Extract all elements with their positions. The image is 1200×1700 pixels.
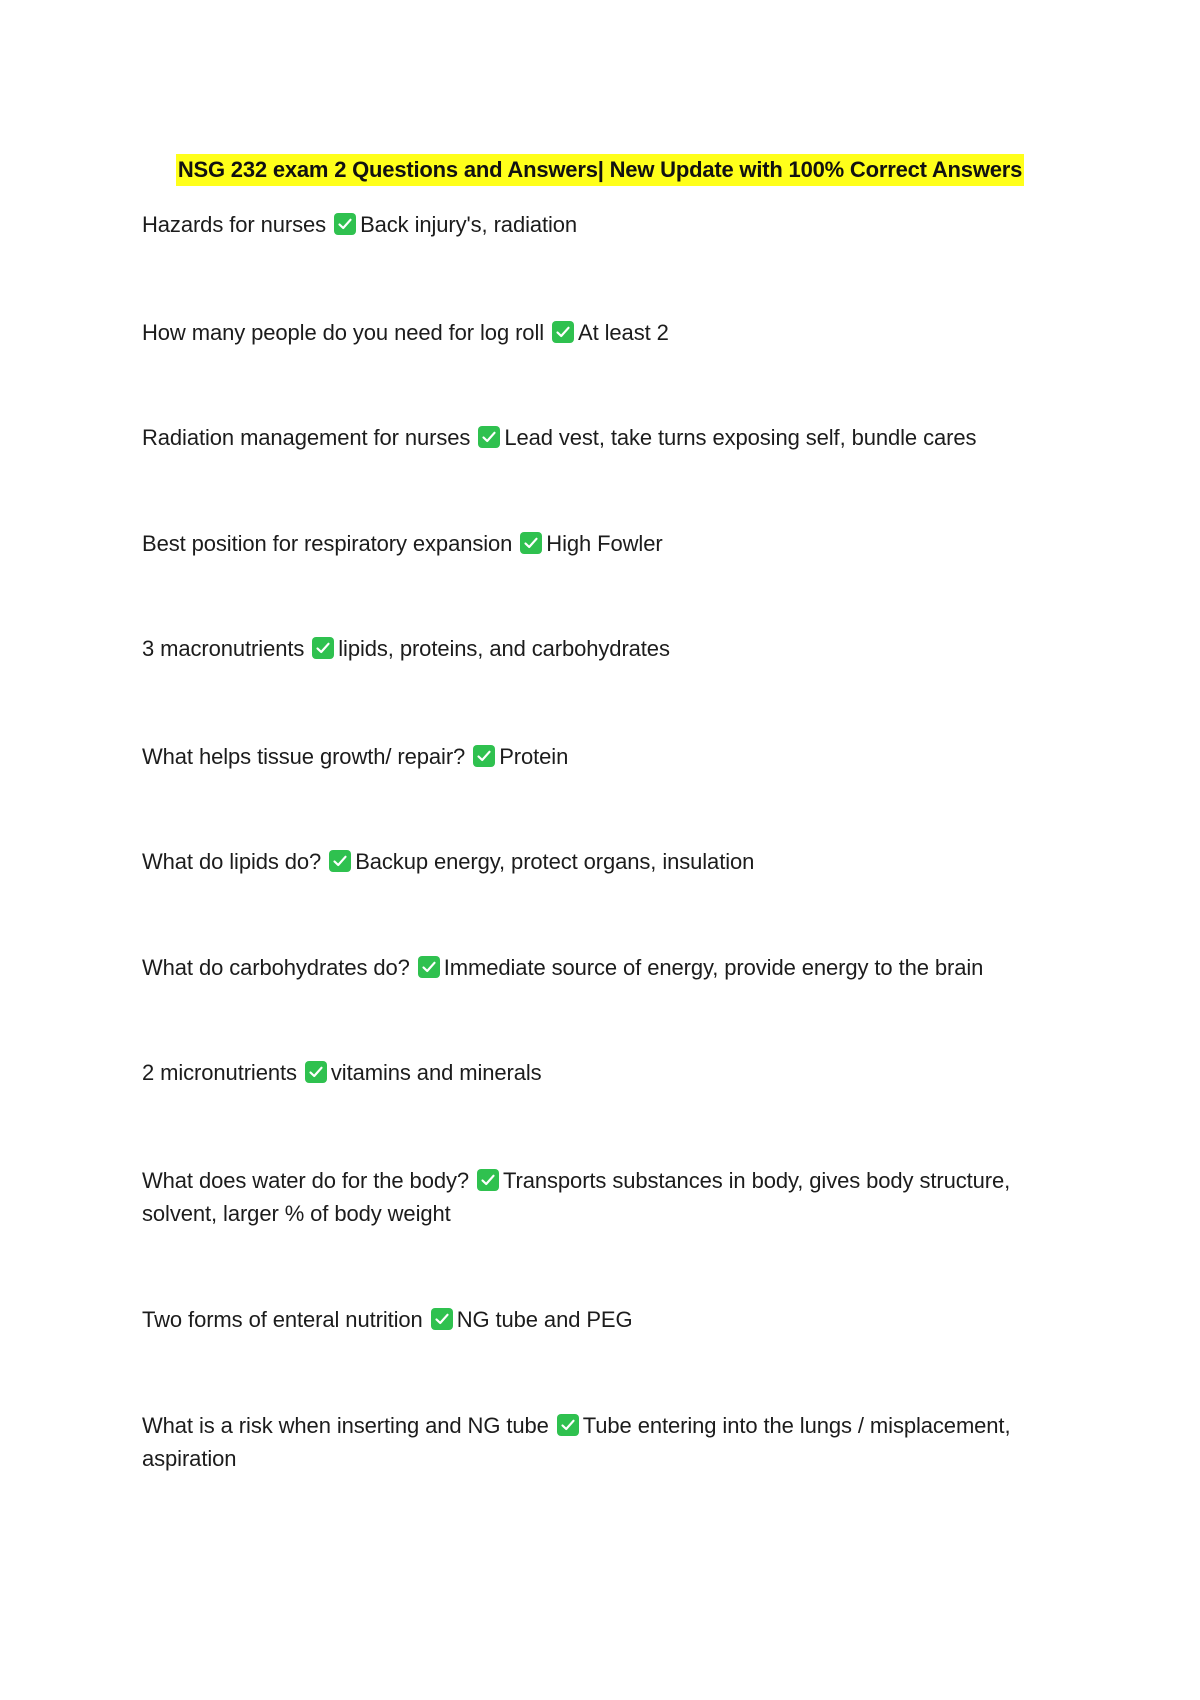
check-mark-icon bbox=[334, 213, 356, 235]
document-title: NSG 232 exam 2 Questions and Answers| New Update with 100% Correct Answers bbox=[176, 154, 1024, 186]
answer-text: Tube entering into the lungs / misplacement, aspiration bbox=[142, 1413, 1011, 1471]
qa-item-7 bbox=[142, 845, 1042, 878]
qa-item-2 bbox=[142, 316, 1042, 349]
question-text: What do lipids do? bbox=[142, 849, 322, 874]
title-container bbox=[0, 154, 1200, 186]
question-text: 3 macronutrients bbox=[142, 636, 305, 661]
question-text: What is a risk when inserting and NG tube bbox=[142, 1413, 549, 1438]
check-mark-icon bbox=[552, 321, 574, 343]
qa-item-9 bbox=[142, 1056, 1042, 1089]
answer-text: At least 2 bbox=[578, 320, 669, 345]
question-text: What helps tissue growth/ repair? bbox=[142, 744, 466, 769]
check-mark-icon bbox=[329, 850, 351, 872]
question-text: Radiation management for nurses bbox=[142, 425, 471, 450]
check-mark-icon bbox=[473, 745, 495, 767]
qa-item-5 bbox=[142, 632, 1042, 665]
answer-text: Backup energy, protect organs, insulation bbox=[355, 849, 755, 874]
question-text: Hazards for nurses bbox=[142, 212, 327, 237]
check-mark-icon bbox=[418, 956, 440, 978]
qa-item-8 bbox=[142, 951, 1042, 984]
check-mark-icon bbox=[520, 532, 542, 554]
question-text: What do carbohydrates do? bbox=[142, 955, 410, 980]
check-mark-icon bbox=[312, 637, 334, 659]
question-text: What does water do for the body? bbox=[142, 1168, 469, 1193]
check-mark-icon bbox=[305, 1061, 327, 1083]
answer-text: Immediate source of energy, provide energy to the brain bbox=[443, 955, 984, 980]
answer-text: Back injury's, radiation bbox=[360, 212, 578, 237]
qa-item-4 bbox=[142, 527, 1042, 560]
qa-item-3 bbox=[142, 421, 1042, 454]
answer-text: Lead vest, take turns exposing self, bundle cares bbox=[504, 425, 977, 450]
qa-item-1 bbox=[142, 208, 1042, 241]
answer-text: High Fowler bbox=[546, 531, 663, 556]
answer-text: lipids, proteins, and carbohydrates bbox=[338, 636, 670, 661]
answer-text: Transports substances in body, gives body structure, solvent, larger % of body weight bbox=[142, 1168, 1011, 1226]
qa-item-12 bbox=[142, 1409, 1042, 1475]
answer-text: vitamins and minerals bbox=[330, 1060, 542, 1085]
check-mark-icon bbox=[431, 1308, 453, 1330]
question-text: 2 micronutrients bbox=[142, 1060, 297, 1085]
qa-item-11 bbox=[142, 1303, 1042, 1336]
check-mark-icon bbox=[478, 426, 500, 448]
answer-text: Protein bbox=[499, 744, 569, 769]
answer-text: NG tube and PEG bbox=[456, 1307, 633, 1332]
qa-item-10 bbox=[142, 1164, 1042, 1230]
qa-item-6 bbox=[142, 740, 1042, 773]
check-mark-icon bbox=[557, 1414, 579, 1436]
question-text: Best position for respiratory expansion bbox=[142, 531, 513, 556]
check-mark-icon bbox=[477, 1169, 499, 1191]
question-text: How many people do you need for log roll bbox=[142, 320, 545, 345]
question-text: Two forms of enteral nutrition bbox=[142, 1307, 423, 1332]
